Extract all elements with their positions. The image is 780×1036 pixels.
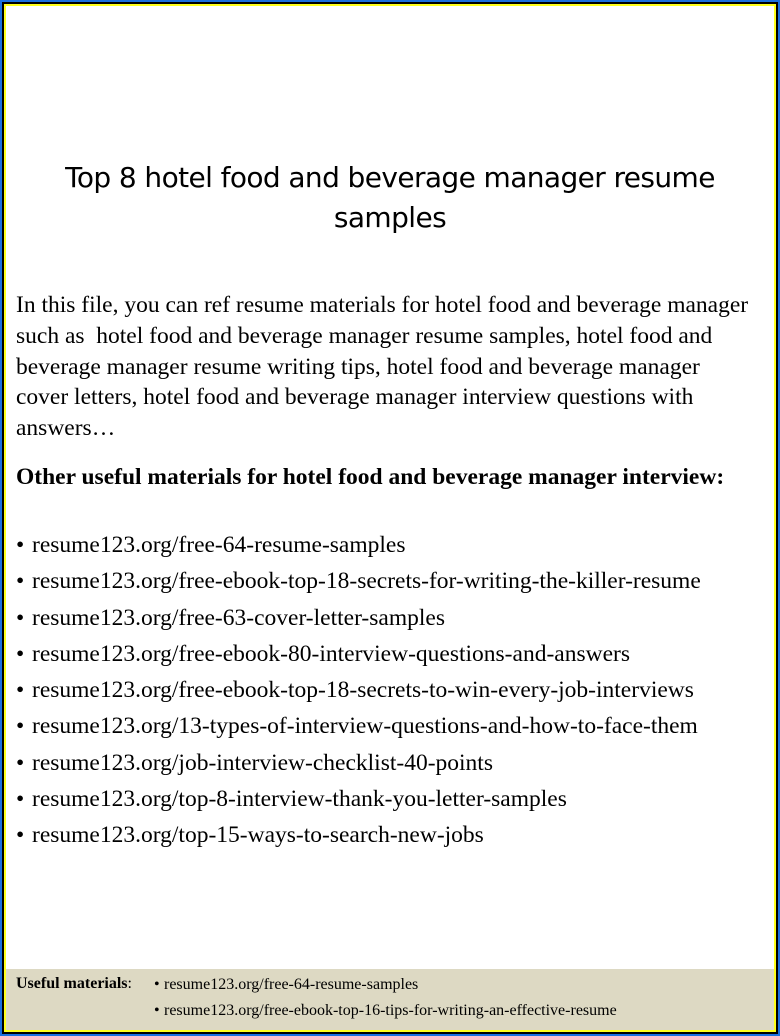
footer-list-item	[154, 998, 617, 1024]
page-title: Top 8 hotel food and beverage manager resume samples	[65, 161, 715, 234]
list-item	[16, 563, 701, 599]
link-interview-question-types[interactable]: resume123.org/13-types-of-interview-questions-and-how-to-face-them	[32, 713, 698, 740]
bullet-icon: •	[16, 640, 25, 667]
footer-label	[16, 975, 132, 993]
link-cover-letter-samples[interactable]: resume123.org/free-63-cover-letter-samples	[32, 604, 445, 631]
footer-label-colon: :	[127, 975, 132, 992]
list-item	[16, 817, 701, 853]
footer-link-effective-resume-tips[interactable]: resume123.org/free-ebook-top-16-tips-for-writing-an-effective-resume	[164, 1002, 617, 1019]
footer-link-list	[154, 972, 617, 1024]
link-interview-checklist[interactable]: resume123.org/job-interview-checklist-40-points	[32, 749, 493, 776]
list-item	[16, 708, 701, 744]
black-border	[2, 2, 778, 1034]
intro-paragraph: In this file, you can ref resume materials for hotel food and beverage manager such as hotel food and beverage manager resume samples, hotel food and beverage manager resume writing tips, hotel food and beverage manager cover letters, hotel food and beverage manager interview questions with answers…	[16, 292, 754, 442]
yellow-border	[4, 4, 776, 1032]
bullet-icon: •	[16, 568, 25, 595]
link-interview-questions-ebook[interactable]: resume123.org/free-ebook-80-interview-questions-and-answers	[32, 640, 630, 667]
bullet-icon: •	[154, 976, 160, 993]
bullet-icon: •	[154, 1002, 160, 1019]
bullet-icon: •	[16, 786, 25, 813]
list-item	[16, 600, 701, 636]
footer-bar	[6, 969, 774, 1030]
bullet-icon: •	[16, 822, 25, 849]
footer-link-resume-samples[interactable]: resume123.org/free-64-resume-samples	[164, 976, 419, 993]
bullet-icon: •	[16, 532, 25, 558]
bullet-icon: •	[16, 749, 25, 776]
link-win-job-interviews-ebook[interactable]: resume123.org/free-ebook-top-18-secrets-to-win-every-job-interviews	[32, 677, 694, 704]
materials-heading: Other useful materials for hotel food and beverage manager interview:	[16, 464, 725, 490]
list-item	[16, 672, 701, 708]
list-item	[16, 781, 701, 817]
bullet-icon: •	[16, 713, 25, 740]
footer-list-item	[154, 972, 617, 998]
link-free-64-resume-samples[interactable]: resume123.org/free-64-resume-samples	[32, 532, 406, 558]
list-item	[16, 527, 701, 563]
list-item	[16, 636, 701, 672]
materials-link-list	[16, 527, 701, 854]
link-killer-resume-ebook[interactable]: resume123.org/free-ebook-top-18-secrets-for-writing-the-killer-resume	[32, 568, 701, 595]
document-page	[6, 6, 774, 1030]
footer-label-text: Useful materials	[16, 975, 128, 992]
list-item	[16, 745, 701, 781]
bullet-icon: •	[16, 677, 25, 704]
link-thank-you-letter-samples[interactable]: resume123.org/top-8-interview-thank-you-letter-samples	[32, 786, 567, 813]
link-search-new-jobs[interactable]: resume123.org/top-15-ways-to-search-new-jobs	[32, 822, 484, 849]
bullet-icon: •	[16, 604, 25, 631]
